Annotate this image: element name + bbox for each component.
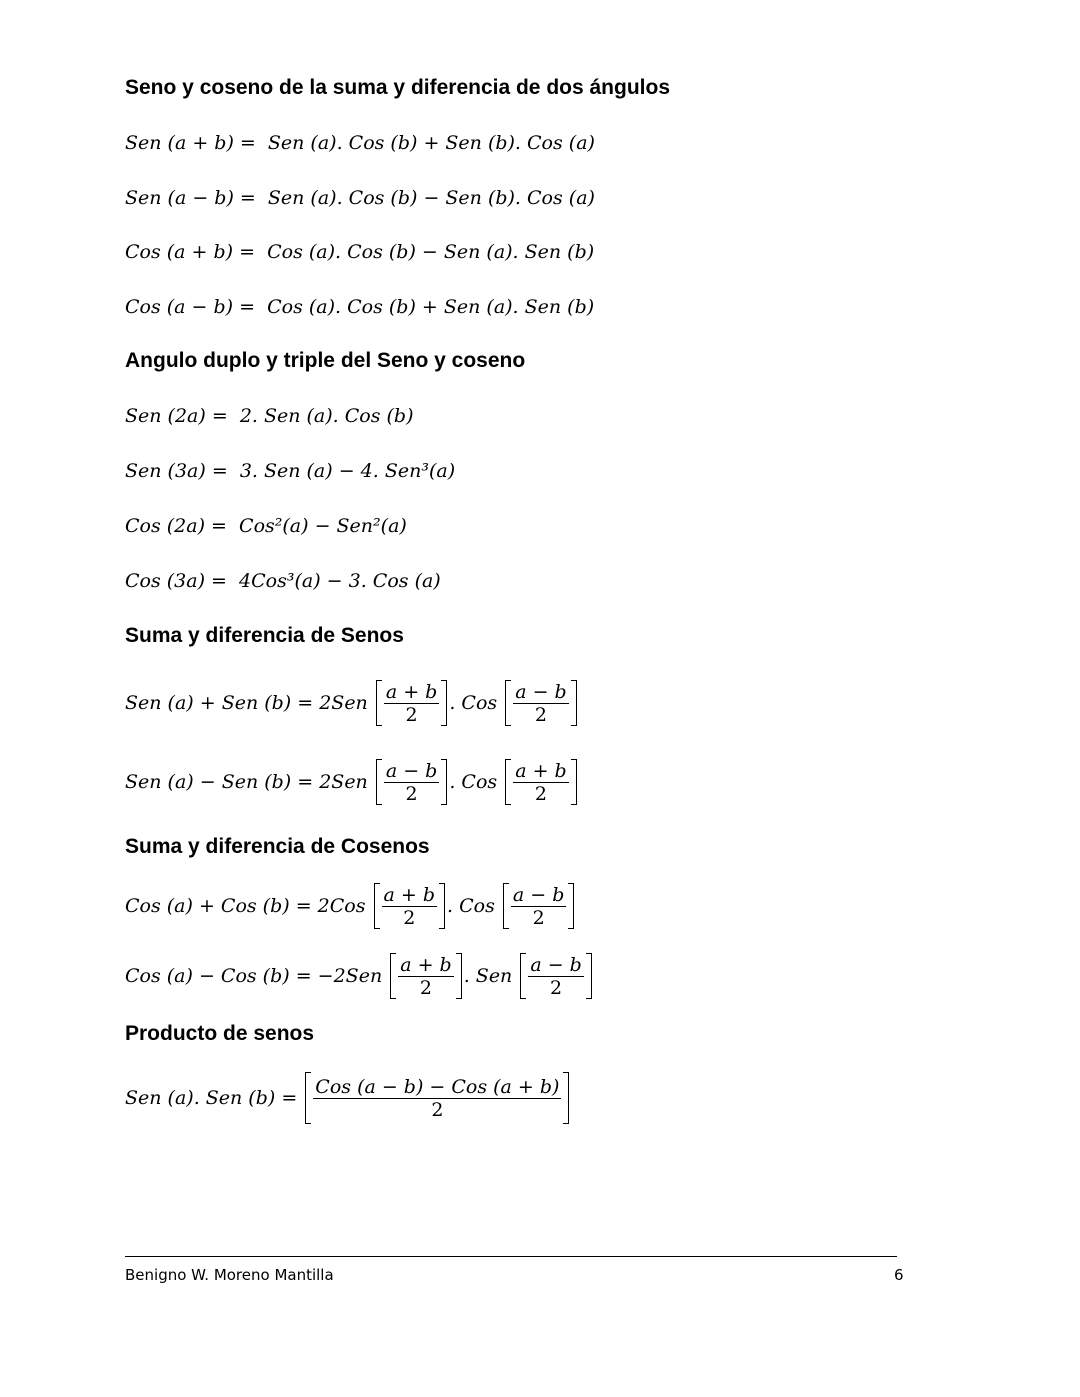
denominator: 2 (550, 976, 563, 999)
formula: Sen (a + b) = Sen (a). Cos (b) + Sen (b). Cos (a) (125, 132, 595, 154)
denominator: 2 (403, 906, 416, 929)
formula: Sen (a − b) = Sen (a). Cos (b) − Sen (b). Cos (a) (125, 187, 595, 209)
page-number: 6 (894, 1266, 904, 1284)
section-heading: Suma y diferencia de Senos (125, 624, 404, 647)
bracket-fraction (505, 680, 577, 726)
footer-author: Benigno W. Moreno Mantilla (125, 1266, 334, 1284)
formula: Cos (a + b) = Cos (a). Cos (b) − Sen (a). Sen (b) (125, 241, 595, 263)
bracket-fraction (376, 680, 448, 726)
formula-lhs: Cos (a) + Cos (b) = 2Cos (125, 895, 372, 917)
formula (125, 883, 576, 929)
numerator: Cos (a − b) − Cos (a + b) (315, 1075, 560, 1098)
formula: Cos (2a) = Cos²(a) − Sen²(a) (125, 515, 407, 537)
numerator: a − b (512, 883, 565, 906)
denominator: 2 (534, 703, 547, 726)
denominator: 2 (419, 976, 433, 999)
denominator: 2 (534, 782, 547, 805)
formula: Cos (3a) = 4Cos³(a) − 3. Cos (a) (125, 570, 441, 592)
bracket-fraction (376, 759, 448, 805)
numerator: a + b (515, 759, 567, 782)
formula-lhs: Sen (a) − Sen (b) = 2Sen (125, 771, 374, 793)
numerator: a − b (530, 953, 582, 976)
bracket-fraction (390, 953, 462, 999)
formula (125, 680, 579, 726)
numerator: a − b (385, 759, 438, 782)
bracket-fraction (374, 883, 446, 929)
section-heading: Angulo duplo y triple del Seno y coseno (125, 349, 526, 372)
numerator: a − b (515, 680, 567, 703)
denominator: 2 (405, 703, 418, 726)
numerator: a + b (383, 883, 436, 906)
formula: Sen (2a) = 2. Sen (a). Cos (b) (125, 405, 414, 427)
formula-lhs: Sen (a) + Sen (b) = 2Sen (125, 692, 374, 714)
bracket-fraction (505, 759, 577, 805)
formula: Sen (3a) = 3. Sen (a) − 4. Sen³(a) (125, 460, 456, 482)
denominator: 2 (405, 782, 418, 805)
numerator: a + b (385, 680, 438, 703)
denominator: 2 (431, 1098, 444, 1121)
formula-mid: . Cos (449, 692, 504, 714)
bracket-fraction (503, 883, 575, 929)
formula-mid: . Sen (463, 965, 519, 987)
formula (125, 1072, 571, 1124)
footer-divider (125, 1256, 897, 1257)
formula-lhs: Sen (a). Sen (b) = (125, 1087, 304, 1109)
formula-lhs: Cos (a) − Cos (b) = −2Sen (125, 965, 389, 987)
formula: Cos (a − b) = Cos (a). Cos (b) + Sen (a). Sen (b) (125, 296, 595, 318)
formula-mid: . Cos (447, 895, 501, 917)
formula-mid: . Cos (449, 771, 504, 793)
formula (125, 759, 579, 805)
section-heading: Seno y coseno de la suma y diferencia de dos ángulos (125, 76, 670, 99)
section-heading: Suma y diferencia de Cosenos (125, 835, 430, 858)
bracket-fraction (520, 953, 592, 999)
formula (125, 953, 594, 999)
bracket-fraction (305, 1072, 569, 1124)
numerator: a + b (400, 953, 452, 976)
section-heading: Producto de senos (125, 1022, 315, 1045)
denominator: 2 (532, 906, 545, 929)
